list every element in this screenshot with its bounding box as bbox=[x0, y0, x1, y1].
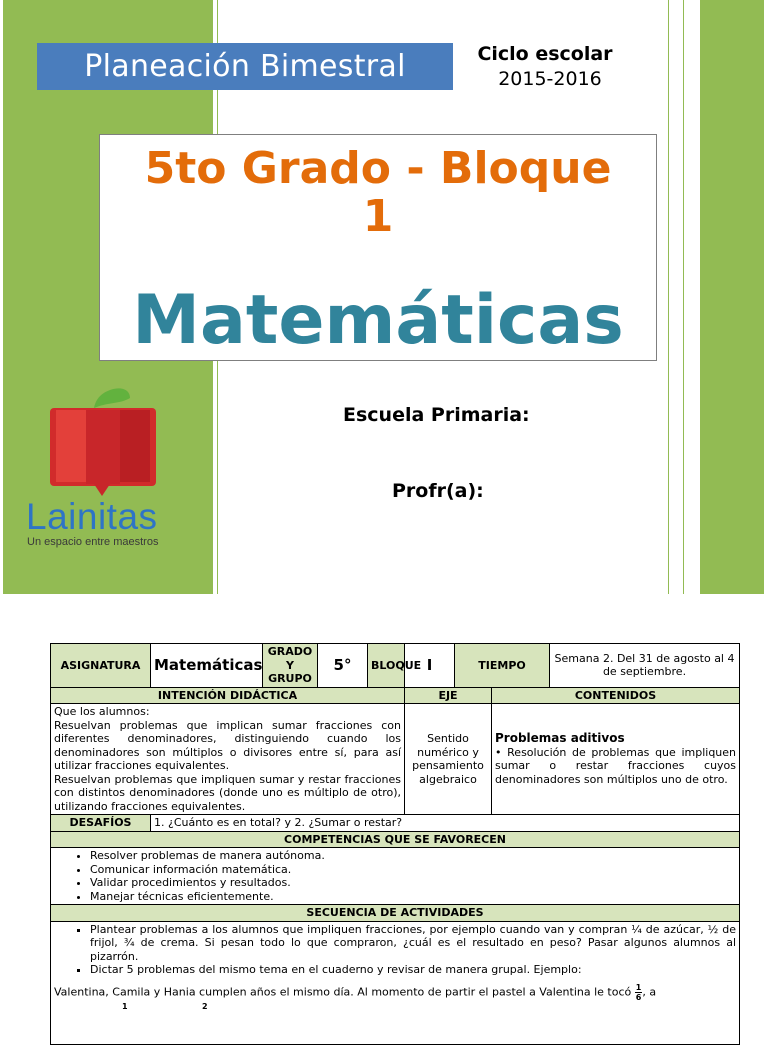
teacher-label: Profr(a): bbox=[392, 480, 484, 502]
intencion-line: Resuelvan problemas que implican sumar fracciones con diferentes denominadores, distinguiendo cuando los denominadores son múltiplos o divisores entre sí, para así utilizar fracciones equivalentes. bbox=[54, 718, 401, 772]
intencion-line: Resuelvan problemas que impliquen sumar y restar fracciones con distintos denominadores (donde uno es múltiplo de otro), utilizando fracciones equivalentes. bbox=[54, 772, 401, 813]
school-cycle-years: 2015-2016 bbox=[498, 68, 602, 90]
grade-title-line2: 1 bbox=[362, 191, 394, 242]
contenidos-title: Problemas aditivos bbox=[495, 731, 625, 745]
grade-title-line1: 5to Grado - Bloque bbox=[144, 143, 612, 194]
example-text: Valentina, Camila y Hania cumplen años el mismo día. Al momento de partir el pastel a Valentina le tocó bbox=[54, 985, 632, 998]
planning-table bbox=[50, 643, 740, 1045]
grado-label: GRADO Y GRUPO bbox=[263, 644, 318, 688]
asignatura-value: Matemáticas bbox=[151, 644, 263, 688]
competencias-cell bbox=[51, 848, 740, 905]
school-label: Escuela Primaria: bbox=[343, 404, 530, 426]
table-row bbox=[51, 831, 740, 848]
planning-banner: Planeación Bimestral bbox=[37, 43, 453, 90]
grade-title bbox=[100, 145, 656, 241]
bloque-value: I bbox=[405, 644, 455, 688]
eje-header: EJE bbox=[405, 687, 492, 704]
table-row bbox=[51, 704, 740, 815]
example-tail: , a bbox=[642, 985, 657, 998]
example-problem bbox=[54, 983, 736, 1002]
desafios-value: 1. ¿Cuánto es en total? y 2. ¿Sumar o restar? bbox=[151, 815, 740, 832]
eje-value: Sentido numérico y pensamiento algebraico bbox=[405, 704, 492, 815]
secuencia-header: SECUENCIA DE ACTIVIDADES bbox=[51, 905, 740, 922]
contenidos-text: • Resolución de problemas que impliquen sumar o restar fracciones cuyos denominadores son múltiplos uno de otro. bbox=[495, 745, 737, 786]
tiempo-value: Semana 2. Del 31 de agosto al 4 de septiembre. bbox=[550, 644, 740, 688]
secuencia-cell bbox=[51, 921, 740, 1044]
list-item: • Validar procedimientos y resultados. bbox=[90, 876, 736, 890]
right-green-band bbox=[700, 0, 764, 594]
table-row bbox=[51, 848, 740, 905]
competencias-header: COMPETENCIAS QUE SE FAVORECEN bbox=[51, 831, 740, 848]
right-divider-line-2 bbox=[683, 0, 684, 594]
fraction: 2 bbox=[202, 1001, 208, 1011]
list-item: ▪ Dictar 5 problemas del mismo tema en el cuaderno y revisar de manera grupal. Ejemplo: bbox=[90, 963, 736, 977]
intencion-header: INTENCIÓN DIDÁCTICA bbox=[51, 687, 405, 704]
right-divider-line-1 bbox=[668, 0, 669, 594]
table-row bbox=[51, 905, 740, 922]
intencion-line: Que los alumnos: bbox=[54, 705, 150, 718]
subject-title: Matemáticas bbox=[132, 281, 624, 360]
lainitas-logo bbox=[22, 386, 192, 556]
table-row bbox=[51, 921, 740, 1044]
list-item: • Resolver problemas de manera autónoma. bbox=[90, 849, 736, 863]
logo-name: Lainitas bbox=[26, 496, 158, 537]
list-item: • Comunicar información matemática. bbox=[90, 863, 736, 877]
tiempo-label: TIEMPO bbox=[455, 644, 550, 688]
contenidos-cell bbox=[492, 704, 740, 815]
list-item: • Manejar técnicas eficientemente. bbox=[90, 890, 736, 904]
title-box bbox=[99, 134, 657, 361]
asignatura-label: ASIGNATURA bbox=[51, 644, 151, 688]
school-cycle-label: Ciclo escolar bbox=[477, 43, 613, 65]
grado-value: 5° bbox=[318, 644, 368, 688]
table-row bbox=[51, 815, 740, 832]
fraction: 1 bbox=[122, 1001, 128, 1011]
fraction: $\frac{1}{6}$ bbox=[635, 982, 642, 1002]
intencion-cell bbox=[51, 704, 405, 815]
table-row bbox=[51, 687, 740, 704]
partial-fractions bbox=[54, 1002, 736, 1016]
contenidos-header: CONTENIDOS bbox=[492, 687, 740, 704]
logo-tagline: Un espacio entre maestros bbox=[27, 536, 159, 548]
bloque-label: BLOQUE bbox=[368, 644, 405, 688]
desafios-label: DESAFÍOS bbox=[51, 815, 151, 832]
apple-icon bbox=[22, 386, 192, 496]
table-row bbox=[51, 644, 740, 688]
list-item: ▪ Plantear problemas a los alumnos que impliquen fracciones, por ejemplo cuando van y compran ¼ de azúcar, ½ de frijol, ¾ de crema. Si pesan todo lo que compraron, ¿cuál es el resultado en peso? Pasar algunos alumnos al pizarrón. bbox=[90, 923, 736, 964]
